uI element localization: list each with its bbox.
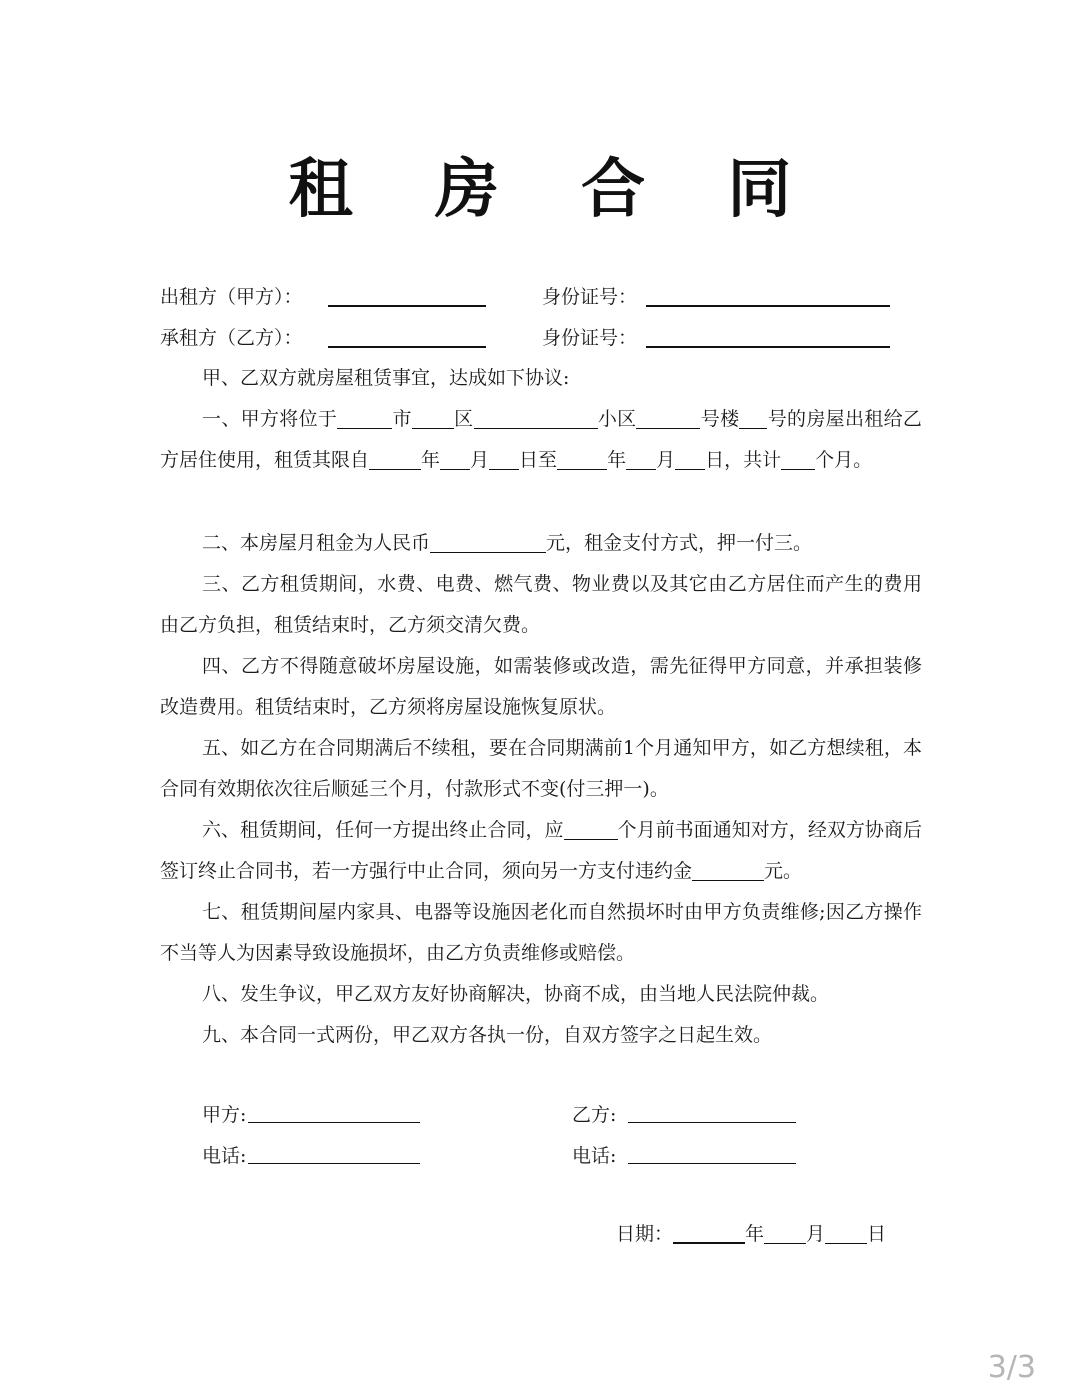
- party-a-signature: [202, 1100, 420, 1130]
- clause-1-text-g: 年: [421, 449, 441, 471]
- clause-2: [160, 523, 922, 564]
- date-month-label: 月: [806, 1223, 826, 1245]
- start-month-blank: [440, 447, 470, 470]
- lessor-name-line: [328, 305, 486, 307]
- party-b-phone-label: 电话:: [572, 1145, 617, 1167]
- clause-1-text-f: 号的房屋出租给乙方居住使用，租赁其限自: [160, 408, 922, 471]
- lessor-label: 出租方（甲方）：: [160, 286, 303, 308]
- party-b-sign-line: [628, 1102, 796, 1123]
- city-blank: [337, 406, 392, 429]
- date-label: 日期：: [616, 1223, 674, 1245]
- clause-6: [160, 810, 922, 892]
- date-day-label: 日: [867, 1223, 887, 1245]
- clause-1-text-h: 月: [470, 449, 490, 471]
- date-year-blank: [673, 1222, 745, 1244]
- end-month-blank: [626, 447, 656, 470]
- clause-1-text-i: 日至: [519, 449, 558, 471]
- rent-amount-blank: [430, 530, 546, 553]
- party-a-sign-line: [248, 1102, 420, 1123]
- penalty-amount-blank: [692, 858, 764, 881]
- building-blank: [636, 406, 700, 429]
- lessor-id-line: [646, 305, 890, 307]
- date-row: [616, 1219, 886, 1249]
- clause-1-text-e: 号楼: [700, 408, 740, 430]
- lessee-id-label: 身份证号：: [542, 327, 638, 349]
- total-months-blank: [781, 447, 815, 470]
- clause-1-text-k: 月: [656, 449, 676, 471]
- intro-paragraph: 甲、乙双方就房屋租赁事宜，达成如下协议:: [202, 367, 570, 389]
- clause-9: 九、本合同一式两份，甲乙双方各执一份，自双方签字之日起生效。: [202, 1024, 773, 1046]
- page-title: 租 房 合 同: [288, 153, 822, 227]
- clause-2-text-b: 元，租金支付方式，押一付三。: [546, 532, 813, 554]
- clause-5: 五、如乙方在合同期满后不续租，要在合同期满前1个月通知甲方，如乙方想续租，本合同有效期依次往后顺延三个月，付款形式不变(付三押一)。: [160, 737, 922, 800]
- end-year-blank: [557, 447, 607, 470]
- clause-6-text-a: 六、租赁期间，任何一方提出终止合同，应: [202, 819, 564, 841]
- party-a-label: 甲方:: [202, 1104, 247, 1126]
- clause-1-text-c: 区: [453, 408, 474, 430]
- clause-6-text-b: 个月前书面通知对方，经双方协商后签订终止合同书，若一方强行中止合同，须向另一方支付违约金: [160, 819, 922, 882]
- district-blank: [412, 406, 454, 429]
- clause-8: 八、发生争议，甲乙双方友好协商解决，协商不成，由当地人民法院仲裁。: [202, 983, 830, 1005]
- clause-1-text-b: 市: [392, 408, 412, 430]
- lessee-row: [160, 323, 920, 353]
- clause-1-text-d: 小区: [597, 408, 637, 430]
- clause-7: 七、租赁期间屋内家具、电器等设施因老化而自然损坏时由甲方负责维修;因乙方操作不当等人为因素导致设施损坏，由乙方负责维修或赔偿。: [160, 901, 922, 964]
- party-a-phone-label: 电话:: [202, 1145, 247, 1167]
- notice-months-blank: [564, 817, 618, 840]
- lessee-name-line: [328, 346, 486, 348]
- party-b-phone: [572, 1141, 796, 1171]
- party-b-signature: [572, 1100, 796, 1130]
- clause-2-text-a: 二、本房屋月租金为人民币: [202, 532, 431, 554]
- date-year-label: 年: [745, 1223, 765, 1245]
- lessor-id-label: 身份证号：: [542, 286, 638, 308]
- party-b-phone-line: [628, 1143, 796, 1164]
- clause-1-text-j: 年: [607, 449, 627, 471]
- community-blank: [474, 406, 598, 429]
- lessee-label: 承租方（乙方）：: [160, 327, 303, 349]
- clause-1: [160, 399, 922, 481]
- party-a-phone: [202, 1141, 420, 1171]
- date-month-blank: [764, 1223, 806, 1244]
- clause-4: 四、乙方不得随意破坏房屋设施，如需装修或改造，需先征得甲方同意，并承担装修改造费用。租赁结束时，乙方须将房屋设施恢复原状。: [160, 655, 922, 718]
- clause-1-text-m: 个月。: [815, 449, 873, 471]
- party-b-label: 乙方:: [572, 1104, 617, 1126]
- end-day-blank: [675, 447, 705, 470]
- date-day-blank: [825, 1223, 867, 1244]
- start-year-blank: [369, 447, 421, 470]
- page-indicator: 3/3: [987, 1350, 1036, 1385]
- clause-6-text-c: 元。: [764, 860, 803, 882]
- party-a-phone-line: [248, 1143, 420, 1164]
- room-blank: [739, 406, 767, 429]
- clause-1-text-a: 一、甲方将位于: [202, 408, 338, 430]
- start-day-blank: [489, 447, 519, 470]
- lessor-row: [160, 282, 920, 312]
- lessee-id-line: [646, 346, 890, 348]
- clause-3: 三、乙方租赁期间，水费、电费、燃气费、物业费以及其它由乙方居住而产生的费用由乙方负担，租赁结束时，乙方须交清欠费。: [160, 573, 922, 636]
- clause-1-text-l: 日，共计: [705, 449, 782, 471]
